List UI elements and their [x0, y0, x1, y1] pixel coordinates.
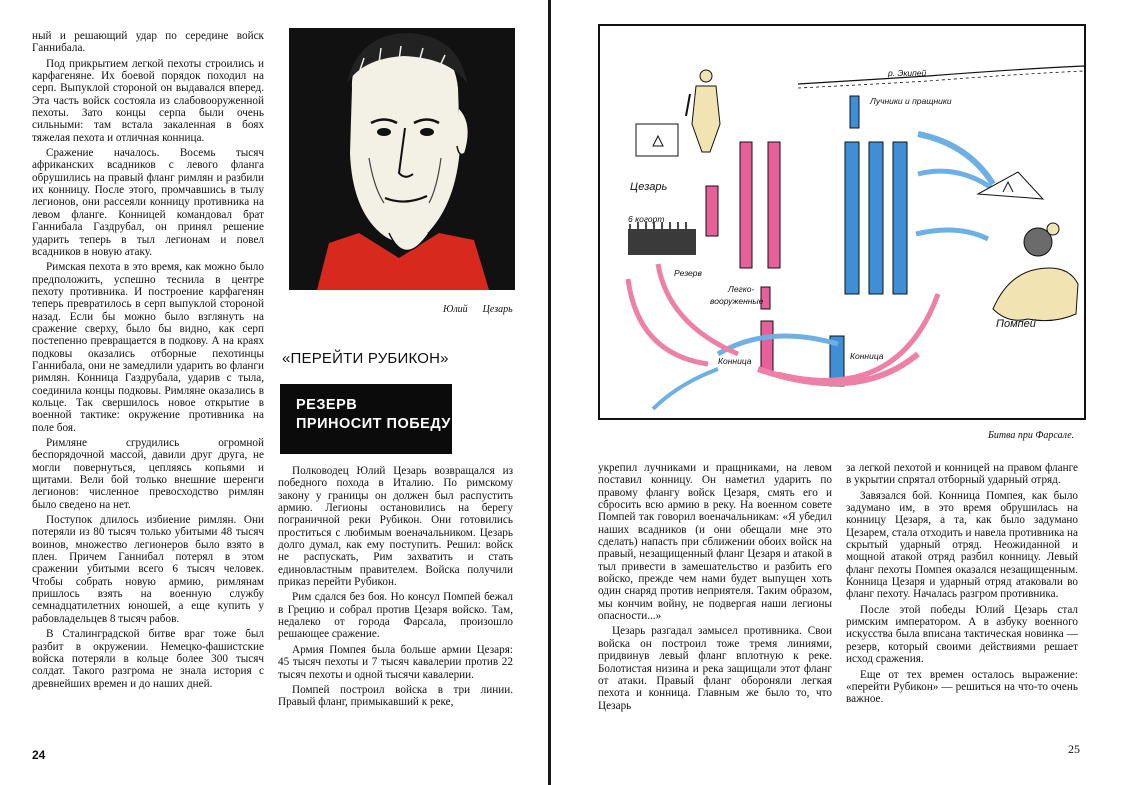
caesar-label: Цезарь — [630, 181, 668, 193]
paragraph: В Сталинградской битве враг тоже был разбит в окружении. Немецко-фашистские войска потеряли в кольце более 300 тысяч солдат. Такого разгрома не знала история с древнейших времен и до наших дней. — [32, 628, 264, 690]
paragraph: Сражение началось. Восемь тысяч африканских всадников с левого фланга обрушились на правый фланг римлян и разбили их конницу. После этого, промчавшись в тылу легионов, они рассеяли конницу противника на левом фланге. Конницей командовал брат Ганнибала Газдрубал, он принял решение ударить теперь в тыл легионам и повел всадников в новую атаку. — [32, 147, 264, 258]
cohorts-reserve-icon — [628, 222, 696, 255]
paragraph: Под прикрытием легкой пехоты строились и карфагеняне. Их боевой порядок походил на серп. Выпуклой стороной он выдавался вперед. Эта часть войск состояла из слабовооруженной пехоты. Зато концы серпа были очень сильными: там встала закаленная в боях тяжелая пехота и отличная конница. — [32, 57, 264, 144]
left-page — [0, 0, 548, 785]
pompey-cavalry-label: Конница — [850, 351, 884, 361]
section-title: «ПЕРЕЙТИ РУБИКОН» — [282, 350, 449, 367]
light-infantry-label-2: вооруженные — [710, 296, 764, 306]
paragraph: укрепил лучниками и пращниками, на левом поставил конницу. Он наметил ударить по правому флангу войск Цезаря, смять его и сбросить всю армию в реку. На военном совете Помпей так говорил военачальникам: «Я убедил наших всадников (и они обещали мне это сделать) напасть при сближении обоих войск на правый, незащищенный фланг Цезаря и атакой в тыл привести в замешательство и разбить его войско, прежде чем нами будет выпущен хоть один снаряд против неприятеля. Таким образом, мы кончим войну, не подвергая наши легионы опасности...» — [598, 462, 832, 623]
page-number-right: 25 — [1068, 742, 1080, 756]
box-title — [280, 384, 452, 454]
paragraph: Римляне сгрудились огромной беспорядочной массой, давили друг друга, не могли повернуться, цепляясь копьями и щитами. Вели бой только внешние шеренги легионов: численное превосходство римлян было сведено на нет. — [32, 437, 264, 511]
caesar-portrait-drawing — [289, 28, 515, 290]
battle-diagram — [598, 24, 1086, 420]
cohorts-label: 6 когорт — [628, 214, 665, 224]
paragraph: Завязался бой. Конница Помпея, как было задумано им, в это время обрушилась на конницу Цезаря, а та, как было задумано Цезарем, стала отходить и навела противника на скрытый ударный отряд. Неожиданной и мощной атакой отряд разбил конницу. Левый фланг пехоты Помпея оказался незащищенным. Конница Цезаря и ударный отряд атаковали во фланг пехоту. Началась разгром противника. — [846, 489, 1078, 601]
paragraph: Цезарь разгадал замысел противника. Свои войска он построил тоже тремя линиями, придвинув левый фланг вплотную к реке. Болотистая низина и река защищали этот фланг от атаки. Правый фланг обороняли легкая пехота и конница. Главным же было то, что Цезарь — [598, 625, 832, 712]
caesar-block — [740, 142, 752, 268]
archers-label: Лучники и пращники — [870, 96, 952, 106]
reserve-label: Резерв — [674, 268, 702, 278]
paragraph: Поступок длилось избиение римлян. Они потеряли из 80 тысяч только убитыми 48 тысяч воинов, множество легионеров было взято в плен. Причем Ганнибал потерял в этом сражении убитыми всего 6 тысяч человек. Чтобы собрать новую армию, римлянам пришлось взять на военную службу семнадцатилетних юношей, а еще купить у рабовладельцев 8 тысяч рабов. — [32, 514, 264, 625]
paragraph: Римская пехота в это время, как можно было предположить, успешно теснила в центре пехоту противника. И построение карфагенян теперь превратилось в серп выпуклой стороной назад. Если бы можно было взглянуть на сражение сверху, было бы видно, как серп постепенно превращается в подкову. А на краях подковы оказались отборные пехотинцы Ганнибала, они не замедлили ударить во фланги римлян. Конница Газдрубала, ударив с тыла, соединила концы подковы. Римляне оказались в кольце. Так свершилось новое открытие в военной тактике: окружение противника на поле боя. — [32, 261, 264, 434]
paragraph: После этой победы Юлий Цезарь стал римским императором. А в азбуку военного искусства была вписана тактическая новинка — резерв, который своими действиями решает исход сражения. — [846, 603, 1078, 666]
caesar-cavalry-label: Конница — [718, 356, 752, 366]
pompey-label: Помпей — [996, 318, 1036, 330]
paragraph: Рим сдался без боя. Но консул Помпей бежал в Грецию и собрал против Цезаря войско. Там, недалеко от города Фарсала, произошло решающее сражение. — [278, 591, 513, 641]
caesar-portrait — [289, 28, 515, 290]
page-gutter — [548, 0, 551, 785]
caesar-tent-icon — [636, 124, 678, 156]
page-number-left: 24 — [32, 748, 46, 762]
caesar-block — [768, 142, 780, 268]
left-column-1 — [32, 30, 264, 693]
pompey-block — [893, 142, 907, 294]
battle-diagram-svg — [598, 24, 1086, 420]
right-column-1 — [598, 462, 832, 715]
pompey-block — [850, 96, 859, 128]
pompey-block — [845, 142, 859, 294]
caesar-cavalry — [761, 321, 773, 371]
paragraph: Помпей построил войска в три линии. Правый фланг, примыкавший к реке, — [278, 683, 513, 709]
paragraph: за легкой пехотой и конницей на правом фланге в укрытии спрятал отборный ударный отряд. — [846, 462, 1078, 487]
paragraph: Еще от тех времен осталось выражение: «перейти Рубикон» — решиться на что-то очень важное. — [846, 668, 1078, 706]
pompey-block — [869, 142, 883, 294]
light-infantry-label-1: Легко- — [728, 284, 755, 294]
paragraph: Армия Помпея была больше армии Цезаря: 45 тысяч пехоты и 7 тысяч кавалерии против 22 тысяч пехоты и одной тысячи кавалерии. — [278, 643, 513, 681]
paragraph: ный и решающий удар по середине войск Ганнибала. — [32, 30, 264, 55]
diagram-caption: Битва при Фарсале. — [988, 430, 1075, 441]
left-column-2 — [278, 465, 513, 712]
paragraph: Полководец Юлий Цезарь возвращался из победного похода в Италию. По римскому закону у границы он должен был распустить армию. Легионы остановились на берегу пограничной реки Рубикон. Они готовились проститься с любимым военачальником. Цезарь долго думал, как ему поступить. Решил: войск не распускать, Рим захватить и стать единовластным правителем. Войска получили приказ перейти Рубикон. — [278, 465, 513, 589]
box-title-line-1: РЕЗЕРВ — [296, 397, 358, 413]
portrait-caption: Юлий Цезарь — [443, 304, 513, 315]
right-column-2 — [846, 462, 1078, 709]
caesar-block — [706, 186, 718, 236]
box-title-line-2: ПРИНОСИТ ПОБЕДУ — [296, 416, 451, 432]
river-label: р. Экипей — [888, 68, 927, 78]
